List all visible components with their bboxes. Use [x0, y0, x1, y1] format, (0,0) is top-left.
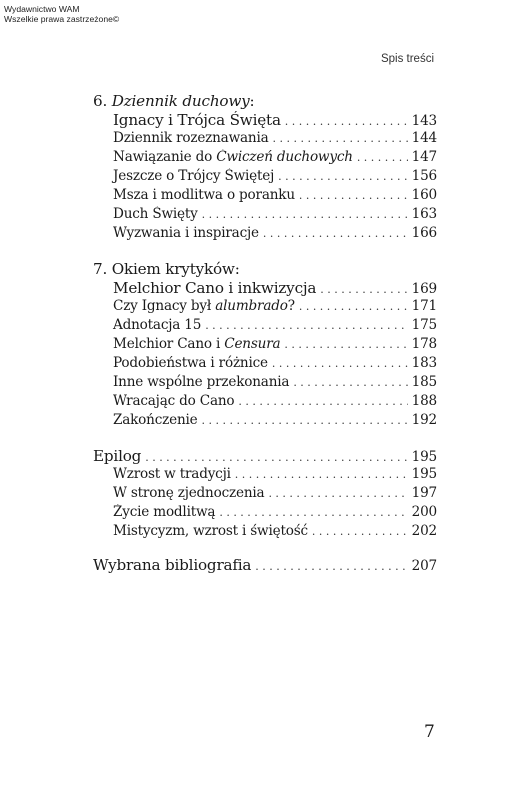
entry-title	[113, 149, 353, 165]
entry-title: Życie modlitwą	[113, 504, 216, 520]
toc-entry	[93, 355, 437, 374]
toc-entry	[93, 393, 437, 412]
entry-title: Inne wspólne przekonania	[113, 374, 290, 390]
toc-entry	[93, 336, 437, 355]
toc-entry	[93, 412, 437, 431]
copyright-notice: Wszelkie prawa zastrzeżone©	[4, 14, 120, 24]
dot-leader	[202, 208, 408, 221]
entry-title: Wracając do Cano	[113, 393, 235, 409]
entry-title-text: Melchior Cano i	[113, 336, 225, 352]
dot-leader	[320, 283, 407, 296]
entry-title: W stronę zjednoczenia	[113, 485, 265, 501]
entry-title	[113, 336, 280, 352]
entry-page: 200	[411, 504, 437, 520]
entry-page: 147	[411, 149, 437, 165]
entry-page: 183	[411, 355, 437, 371]
chapter-colon: :	[249, 92, 255, 110]
toc-entry	[93, 504, 437, 523]
epilog-section	[93, 447, 437, 542]
chapter-title: Dziennik duchowy	[111, 92, 250, 110]
dot-leader	[273, 132, 408, 145]
entry-title: Podobieństwa i różnice	[113, 355, 268, 371]
chapter-heading	[93, 92, 437, 111]
dot-leader	[278, 170, 408, 183]
toc-entry	[93, 111, 437, 130]
entry-title: Wyzwania i inspiracje	[113, 225, 259, 241]
publisher-name: Wydawnictwo WAM	[4, 4, 80, 14]
table-of-contents	[93, 92, 437, 591]
entry-title: Ignacy i Trójca Święta	[113, 111, 281, 129]
toc-entry	[93, 466, 437, 485]
entry-page: 171	[411, 298, 437, 314]
dot-leader	[219, 506, 407, 519]
toc-entry	[93, 374, 437, 393]
entry-title-suffix: ?	[287, 298, 295, 314]
dot-leader	[299, 189, 408, 202]
entry-title-italic: Censura	[224, 336, 281, 352]
entry-title: Melchior Cano i inkwizycja	[113, 279, 317, 297]
toc-entry	[93, 298, 437, 317]
chapter-number: 6.	[93, 92, 108, 110]
entry-title: Wybrana bibliografia	[93, 556, 252, 574]
entry-page: 188	[411, 393, 437, 409]
entry-title-italic: Ćwiczeń duchowych	[216, 149, 353, 165]
dot-leader	[202, 414, 408, 427]
toc-entry	[93, 556, 437, 575]
toc-entry	[93, 317, 437, 336]
toc-entry	[93, 187, 437, 206]
entry-title: Jeszcze o Trójcy Świętej	[113, 168, 275, 184]
publisher-notice	[4, 4, 119, 24]
dot-leader	[238, 395, 407, 408]
toc-entry	[93, 206, 437, 225]
entry-page: 143	[411, 113, 437, 129]
page-number: 7	[424, 722, 435, 742]
entry-page: 202	[411, 523, 437, 539]
toc-entry	[93, 485, 437, 504]
toc-entry	[93, 225, 437, 244]
toc-entry	[93, 279, 437, 298]
dot-leader	[285, 115, 408, 128]
dot-leader	[284, 338, 407, 351]
toc-entry	[93, 523, 437, 542]
toc-entry	[93, 447, 437, 466]
dot-leader	[268, 487, 407, 500]
chapter-6	[93, 92, 437, 244]
dot-leader	[272, 357, 408, 370]
dot-leader	[299, 300, 408, 313]
dot-leader	[205, 319, 407, 332]
entry-title: Duch Święty	[113, 206, 198, 222]
dot-leader	[263, 227, 408, 240]
entry-title: Zakończenie	[113, 412, 198, 428]
dot-leader	[235, 468, 408, 481]
toc-entry	[93, 149, 437, 168]
entry-page: 178	[411, 336, 437, 352]
entry-page: 163	[411, 206, 437, 222]
entry-page: 207	[411, 558, 437, 574]
entry-title: Wzrost w tradycji	[113, 466, 231, 482]
entry-page: 144	[411, 130, 437, 146]
entry-title-text: Nawiązanie do	[113, 149, 217, 165]
entry-title-text: Czy Ignacy był	[113, 298, 216, 314]
entry-page: 175	[411, 317, 437, 333]
entry-title	[113, 298, 295, 314]
entry-page: 197	[411, 485, 437, 501]
entry-page: 156	[411, 168, 437, 184]
entry-page: 169	[411, 281, 437, 297]
chapter-7	[93, 260, 437, 431]
entry-title: Dziennik rozeznawania	[113, 130, 269, 146]
entry-page: 185	[411, 374, 437, 390]
running-head: Spis treści	[380, 53, 434, 65]
dot-leader	[357, 151, 408, 164]
chapter-heading: 7. Okiem krytyków:	[93, 260, 240, 278]
entry-page: 166	[411, 225, 437, 241]
entry-title: Mistycyzm, wzrost i świętość	[113, 523, 308, 539]
toc-entry	[93, 168, 437, 187]
entry-title-italic: alumbrado	[215, 298, 288, 314]
toc-entry	[93, 130, 437, 149]
entry-page: 195	[411, 449, 437, 465]
dot-leader	[255, 560, 407, 573]
dot-leader	[293, 376, 407, 389]
entry-page: 195	[411, 466, 437, 482]
entry-title: Msza i modlitwa o poranku	[113, 187, 295, 203]
bibliography-section	[93, 556, 437, 575]
entry-title: Adnotacja 15	[113, 317, 202, 333]
entry-page: 160	[411, 187, 437, 203]
entry-page: 192	[411, 412, 437, 428]
entry-title: Epilog	[93, 447, 142, 465]
dot-leader	[145, 451, 407, 464]
dot-leader	[312, 525, 408, 538]
